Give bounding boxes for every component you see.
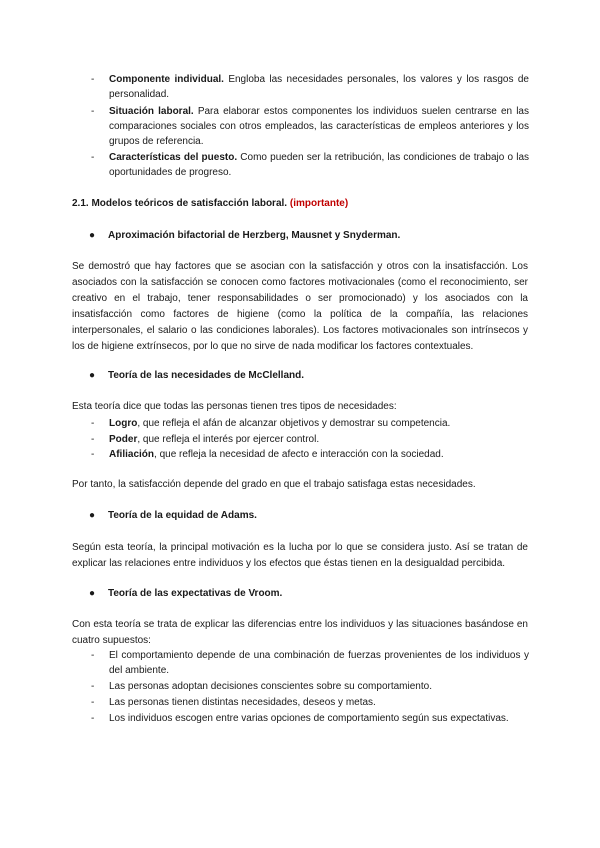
item-text: Como pueden ser la retribución, las condiciones de trabajo o las oportunidades de progreso.: [109, 152, 530, 178]
dash-marker: -: [91, 650, 95, 661]
section-title: [72, 198, 348, 209]
paragraph: [72, 477, 528, 493]
section-title-text: 2.1. Modelos teóricos de satisfacción laboral.: [72, 198, 288, 209]
text-line: explicar las relaciones entre individuos y los efectos que éstas tienen en la desigualdad percibida.: [72, 558, 506, 569]
paragraph: [72, 540, 528, 572]
text-line: creativo en el trabajo, tener responsabilidades o ser promocionado) y los asociados con la: [72, 293, 528, 304]
text-line: Por tanto, la satisfacción depende del grado en que el trabajo satisfaga estas necesidades.: [72, 479, 476, 490]
item-text: Para elaborar estos componentes los individuos suelen centrarse en las comparaciones sociales con otros empleados, las características de empleos anteriores y los grupos de referencia.: [109, 106, 529, 147]
item-term: Poder: [109, 434, 138, 445]
text-line: los de higiene extrínsecos, por lo que no sirve de nada modificar los factores contextuales.: [72, 341, 474, 352]
text-line: insatisfacción como factores de higiene (como la política de la compañía, las relaciones: [72, 309, 528, 320]
text-line: asociados con la satisfacción se conocen como factores motivacionales (como el reconocimiento, ser: [72, 277, 528, 288]
dash-marker: -: [91, 449, 95, 460]
bullet-dot: ●: [89, 588, 96, 599]
item-term: Situación laboral.: [109, 106, 194, 117]
text-line: Esta teoría dice que todas las personas tienen tres tipos de necesidades:: [72, 401, 397, 412]
dash-marker: -: [91, 418, 95, 429]
heading-text: Teoría de las necesidades de McClelland.: [108, 370, 305, 381]
dash-marker: -: [91, 74, 95, 85]
text-line: interpersonales, el salario o las condiciones laborales). Los factores motivacionales son intrínsecos y: [72, 325, 528, 336]
paragraph: [72, 259, 528, 355]
item-text: Las personas tienen distintas necesidades, deseos y metas.: [109, 697, 376, 708]
item-term: Características del puesto.: [109, 152, 238, 163]
dash-marker: -: [91, 152, 95, 163]
heading-text: Teoría de las expectativas de Vroom.: [108, 588, 283, 599]
paragraph: [72, 617, 528, 649]
dash-marker: -: [91, 713, 95, 724]
importance-note: (importante): [289, 198, 349, 209]
dash-marker: -: [91, 434, 95, 445]
bullet-dot: ●: [89, 510, 96, 521]
item-term: Componente individual.: [109, 74, 224, 85]
item-text: , que refleja el interés por ejercer control.: [137, 434, 320, 445]
item-term: Logro: [109, 418, 138, 429]
text-line: Con esta teoría se trata de explicar las diferencias entre los individuos y las situaciones basándose en: [72, 619, 528, 630]
bullet-dot: ●: [89, 370, 96, 381]
text-line: Según esta teoría, la principal motivación es la lucha por lo que se considera justo. Así se tratan de: [72, 542, 528, 553]
item-text: Los individuos escogen entre varias opciones de comportamiento según sus expectativas.: [109, 713, 509, 724]
bullet-dot: ●: [89, 230, 96, 241]
item-text: Las personas adoptan decisiones conscientes sobre su comportamiento.: [109, 681, 432, 692]
dash-marker: -: [91, 106, 95, 117]
text-line: cuatro supuestos:: [72, 635, 151, 646]
dash-marker: -: [91, 681, 95, 692]
dash-marker: -: [91, 697, 95, 708]
item-text: , que refleja el afán de alcanzar objetivos y demostrar su competencia.: [137, 418, 451, 429]
item-text: El comportamiento depende de una combinación de fuerzas provenientes de los individuos y del ambiente.: [109, 650, 529, 676]
item-text: , que refleja la necesidad de afecto e interacción con la sociedad.: [154, 449, 444, 460]
text-line: Se demostró que hay factores que se asocian con la satisfacción y otros con la insatisfacción. Los: [72, 261, 528, 272]
heading-text: Teoría de la equidad de Adams.: [108, 510, 257, 521]
item-term: Afiliación: [109, 449, 155, 460]
item-text: Engloba las necesidades personales, los valores y los rasgos de personalidad.: [109, 74, 529, 100]
paragraph: [72, 399, 528, 415]
heading-text: Aproximación bifactorial de Herzberg, Mausnet y Snyderman.: [108, 230, 401, 241]
